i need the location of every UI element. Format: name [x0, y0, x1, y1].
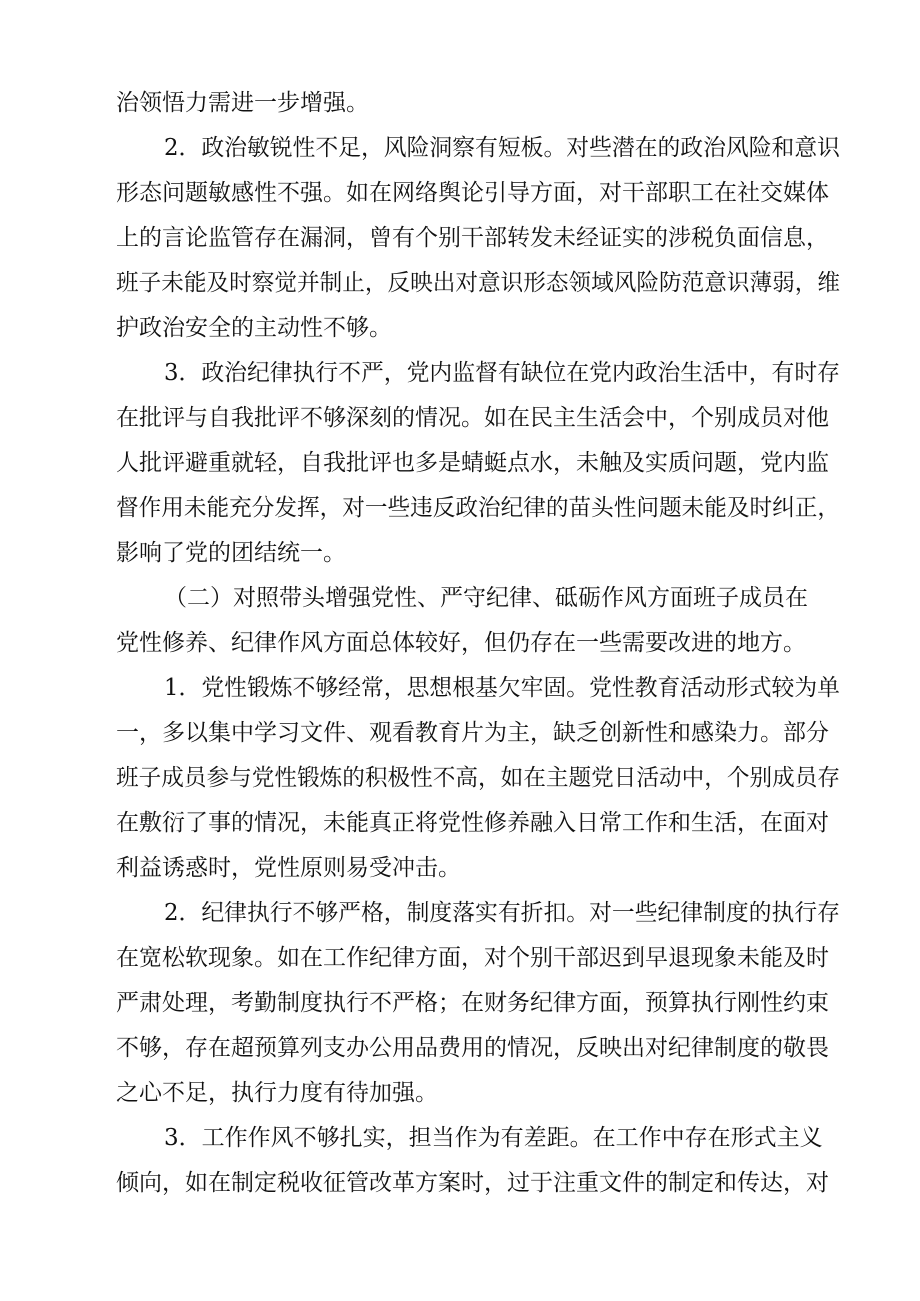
section-heading: （二）对照带头增强党性、严守纪律、砥砺作风方面班子成员在: [164, 585, 808, 611]
text-line: 班子未能及时察觉并制止，反映出对意识形态领域风险防范意识薄弱，维: [116, 270, 841, 296]
text-line: 在宽松软现象。如在工作纪律方面，对个别干部迟到早退现象未能及时: [116, 945, 829, 971]
text-line: 影响了党的团结统一。: [116, 540, 346, 566]
text-line: 形态问题敏感性不强。如在网络舆论引导方面，对干部职工在社交媒体: [116, 180, 829, 206]
text-line: 护政治安全的主动性不够。: [116, 315, 392, 341]
text-line: 利益诱惑时，党性原则易受冲击。: [116, 855, 461, 881]
text-line: 督作用未能充分发挥，对一些违反政治纪律的苗头性问题未能及时纠正，: [116, 495, 841, 521]
text-line: 2．纪律执行不够严格，制度落实有折扣。对一些纪律制度的执行存: [164, 900, 840, 926]
text-line: 3．政治纪律执行不严，党内监督有缺位在党内政治生活中，有时存: [164, 360, 840, 386]
text-line: 上的言论监管存在漏洞，曾有个别干部转发未经证实的涉税负面信息，: [116, 225, 829, 251]
text-line: 一，多以集中学习文件、观看教育片为主，缺乏创新性和感染力。部分: [116, 720, 829, 746]
text-line: 班子成员参与党性锻炼的积极性不高，如在主题党日活动中，个别成员存: [116, 765, 841, 791]
text-line: 治领悟力需进一步增强。: [116, 90, 369, 116]
text-line: 在敷衍了事的情况，未能真正将党性修养融入日常工作和生活，在面对: [116, 810, 829, 836]
text-line: 3．工作作风不够扎实，担当作为有差距。在工作中存在形式主义: [164, 1125, 823, 1151]
text-line: 在批评与自我批评不够深刻的情况。如在民主生活会中，个别成员对他: [116, 405, 829, 431]
text-line: 严肃处理，考勤制度执行不严格；在财务纪律方面，预算执行刚性约束: [116, 990, 829, 1016]
text-line: 不够，存在超预算列支办公用品费用的情况，反映出对纪律制度的敬畏: [116, 1035, 829, 1061]
text-line: 党性修养、纪律作风方面总体较好，但仍存在一些需要改进的地方。: [116, 630, 806, 656]
text-line: 之心不足，执行力度有待加强。: [116, 1080, 438, 1106]
text-line: 倾向，如在制定税收征管改革方案时，过于注重文件的制定和传达，对: [116, 1170, 829, 1196]
text-line: 1．党性锻炼不够经常，思想根基欠牢固。党性教育活动形式较为单: [164, 675, 840, 701]
text-line: 2．政治敏锐性不足，风险洞察有短板。对些潜在的政治风险和意识: [164, 135, 840, 161]
text-line: 人批评避重就轻，自我批评也多是蜻蜓点水，未触及实质问题，党内监: [116, 450, 829, 476]
